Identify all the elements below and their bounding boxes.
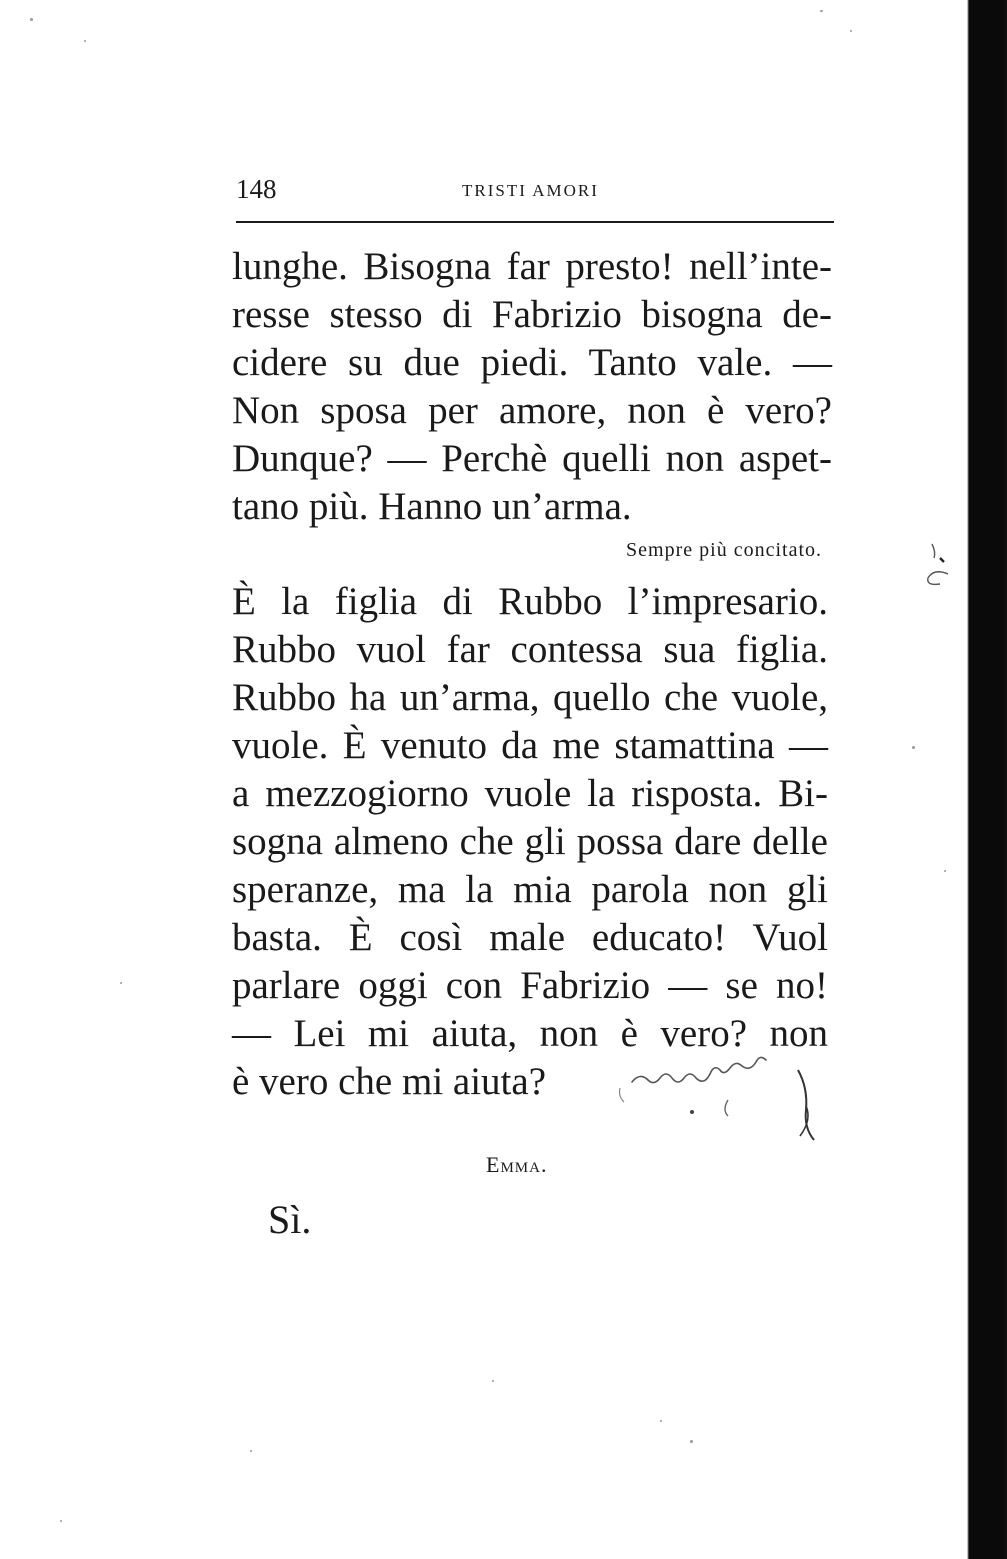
- paper-speck: [660, 1420, 662, 1422]
- paper-speck: [250, 1450, 252, 1452]
- paper-speck: [60, 1520, 62, 1522]
- book-binding-shadow: [963, 0, 1007, 1559]
- text-line: cidere su due piedi. Tanto vale. —: [232, 341, 832, 384]
- page-number: 148: [236, 174, 277, 204]
- text-line: parlare oggi con Fabrizio — se no!: [232, 964, 828, 1007]
- text-line: è vero che mi aiuta?: [232, 1060, 546, 1103]
- text-line: Rubbo ha un’arma, quello che vuole,: [232, 676, 828, 719]
- paper-speck: [944, 870, 946, 872]
- handwritten-annotation: [610, 1048, 830, 1144]
- text-line: — Lei mi aiuta, non è vero? non: [232, 1012, 828, 1055]
- text-line: a mezzogiorno vuole la risposta. Bi-: [232, 772, 828, 815]
- paragraph-first: [232, 243, 832, 531]
- speaker-reply: Sì.: [268, 1197, 312, 1242]
- paper-speck: [120, 982, 122, 984]
- paper-speck: [492, 1380, 494, 1382]
- paper-speck: [850, 30, 852, 32]
- text-line: Dunque? — Perchè quelli non aspet-: [232, 437, 832, 480]
- paragraph-second: [232, 578, 828, 1106]
- running-head: [236, 172, 834, 206]
- text-line: basta. È così male educato! Vuol: [232, 916, 828, 959]
- text-line: È la figlia di Rubbo l’impresario.: [232, 580, 828, 623]
- text-line: Non sposa per amore, non è vero?: [232, 389, 832, 432]
- text-line: resse stesso di Fabrizio bisogna de-: [232, 293, 832, 336]
- paper-speck: [30, 18, 33, 21]
- text-line: sogna almeno che gli possa dare delle: [232, 820, 828, 863]
- running-title: TRISTI AMORI: [462, 181, 599, 200]
- paper-speck: [84, 40, 86, 42]
- margin-pencil-mark: [918, 540, 958, 590]
- text-line: tano più. Hanno un’arma.: [232, 485, 632, 528]
- text-line: speranze, ma la mia parola non gli: [232, 868, 828, 911]
- speaker-name: Emma.: [486, 1152, 548, 1177]
- header-rule: [236, 221, 834, 223]
- paper-speck: [820, 10, 823, 12]
- text-line: vuole. È venuto da me stamattina —: [232, 724, 828, 767]
- paper-speck: [912, 746, 915, 749]
- text-line: Rubbo vuol far contessa sua figlia.: [232, 628, 828, 671]
- stage-direction: Sempre più concitato.: [626, 539, 822, 561]
- text-line: lunghe. Bisogna far presto! nell’inte-: [232, 245, 832, 288]
- paper-speck: [690, 1440, 693, 1443]
